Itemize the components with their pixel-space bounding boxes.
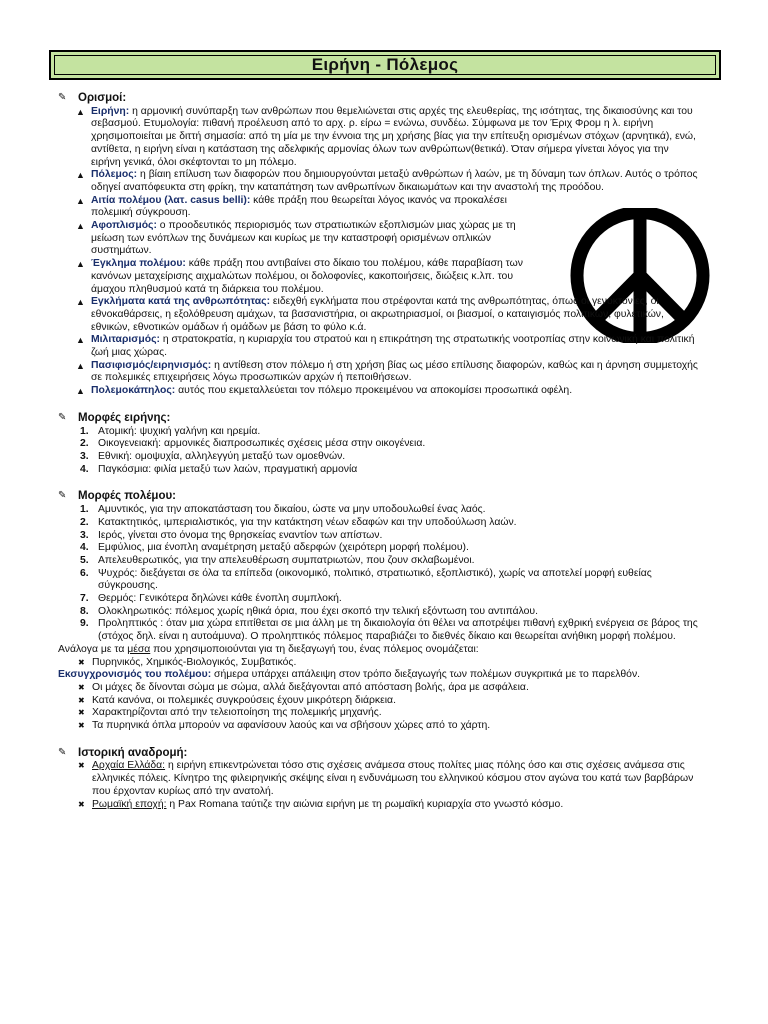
definition-text [91, 220, 546, 258]
definition-body: η βίαιη επίλυση των διαφορών που δημιουργούνται μεταξύ ανθρώπων ή λαών, με τη δύναμη των όπλων. Αυτός ο τρόπος οδηγεί αναπόφευκτα στη φρίκη, την καταπάτηση των ανθρωπίνων δικαιωμάτων και την αναστολή της προόδου. [91, 169, 698, 193]
definition-text [91, 195, 546, 220]
list-item [58, 451, 698, 464]
item-text: Απελευθερωτικός, για την απελευθέρωση συμπατριωτών, που ζουν σκλαβωμένοι. [98, 554, 475, 566]
pen-bullet-icon: ✎ [58, 746, 67, 758]
definition-term: Έγκλημα πολέμου: [91, 258, 186, 270]
section-forms-of-war [58, 490, 698, 732]
history-text [92, 799, 698, 812]
item-text: Εμφύλιος, μια ένοπλη αναμέτρηση μεταξύ αδερφών (χειρότερη μορφή πολέμου). [98, 542, 469, 554]
definition-body: η αρμονική συνύπαρξη των ανθρώπων που θεμελιώνεται στις αρχές της ελευθερίας, της ισότητας, της δικαιοσύνης και του σεβασμού. Ετυμολογία: πιθανή προέλευση από το αρχ. ρ. είρω = ενώνω, συνδέω. Σύμφωνα με τον Έριχ Φρομ η λ. ειρήνη χρησιμοποιείται με διττή σημασία: από τη μία με την έννοια της μη χρήσης βίας για την επίτευξη ορισμένων στόχων (αρνητικά), ενώ, αντίθετα, η ειρήνη είναι η κατάσταση της αδελφικής αρμονίας όλων των ανθρώπων(θετικά). Όταν σήμερα γίνεται λόγος για την ειρήνη γενικά, όλοι σκέφτονται το μη πόλεμο. [91, 105, 696, 168]
item-text: Οι μάχες δε δίνονται σώμα με σώμα, αλλά διεξάγονται από απόσταση βολής, άρα με ασφάλεια. [92, 681, 529, 693]
definition-item [58, 296, 698, 334]
triangle-bullet-icon: ▲ [76, 106, 85, 117]
item-text: Ολοκληρωτικός: πόλεμος χωρίς ηθικά όρια, που έχει σκοπό την τελική εξόντωση του αντιπάλου. [98, 605, 538, 617]
definition-body: ο προοδευτικός περιορισμός των στρατιωτικών εξοπλισμών μιας χώρας με τη μείωση των ενόπλων της δυνάμεων και κυρίως με την καταστροφή ορισμένων οπλικών συστημάτων. [91, 220, 516, 257]
definition-body: η στρατοκρατία, η κυριαρχία του στρατού και η επικράτηση της στρατωτικής νοοτροπίας στην κοινωνική και πολιτική ζωή μιας χώρας. [91, 334, 695, 359]
list-item [58, 707, 698, 720]
history-item [58, 760, 698, 798]
item-text: Ατομική: ψυχική γαλήνη και ηρεμία. [98, 425, 261, 437]
list-item [58, 426, 698, 439]
list-item [58, 606, 698, 619]
item-number: 3. [80, 529, 89, 541]
list-item [58, 657, 698, 670]
list-item [58, 504, 698, 517]
item-number: 8. [80, 605, 89, 617]
triangle-bullet-icon: ▲ [76, 221, 85, 232]
item-number: 3. [80, 450, 89, 462]
definition-body: η αντίθεση στον πόλεμο ή στη χρήση βίας ως μέσο επίλυσης διαφορών, καθώς και η άρνηση συμμετοχής σε πολεμικές επιχειρήσεις λόγω προσωπικών αρχών ή πεποιθήσεων. [91, 359, 698, 384]
item-number: 2. [80, 438, 89, 450]
definition-body: αυτός που εκμεταλλεύεται τον πόλεμο προκειμένου να αποκομίσει προσωπικά οφέλη. [175, 385, 573, 397]
item-text: Ψυχρός: διεξάγεται σε όλα τα επίπεδα (οικονομικό, πολιτικό, στρατιωτικό, εξοπλιστικό), χωρίς να αποτελεί μορφή ευθείας σύγκρουσης. [98, 567, 652, 592]
item-text: Θερμός: Γενικότερα δηλώνει κάθε ένοπλη συμπλοκή. [98, 593, 342, 605]
definition-term: Αφοπλισμός: [91, 220, 157, 232]
definition-term: Αιτία πολέμου (λατ. casus belli): [91, 194, 251, 206]
item-number: 9. [80, 618, 89, 630]
definition-text [91, 385, 698, 398]
definition-term: Πασιφισμός/ειρηνισμός: [91, 359, 212, 371]
definition-text [91, 169, 698, 194]
title-box [49, 50, 721, 80]
definition-item [58, 220, 546, 258]
star-bullet-icon: ✖ [78, 708, 85, 718]
item-number: 6. [80, 567, 89, 579]
definitions-list [58, 106, 698, 398]
section-definitions [58, 92, 698, 398]
triangle-bullet-icon: ▲ [76, 259, 85, 270]
list-item [58, 542, 698, 555]
list-item [58, 682, 698, 695]
star-bullet-icon: ✖ [78, 695, 85, 705]
definition-text [91, 106, 698, 170]
definition-term: Μιλιταρισμός: [91, 334, 160, 346]
definition-text [91, 258, 546, 296]
item-text: Προληπτικός : όταν μια χώρα επιτίθεται σε μια άλλη με τη δικαιολογία ότι θέλει να αποτρέψει πιθανή εχθρική ενέργεια σε βάρος της (στόχος δηλ. είναι η αυτοάμυνα). Ο προληπτικός πόλεμος παραβιάζει το διεθνές δίκαιο και θεωρείται ανήθικη μορφή πολέμου. [98, 618, 698, 643]
pen-bullet-icon: ✎ [58, 411, 67, 423]
triangle-bullet-icon: ▲ [76, 360, 85, 371]
definition-text [91, 360, 698, 385]
peace-forms-list [58, 426, 698, 477]
list-item [58, 530, 698, 543]
pen-bullet-icon: ✎ [58, 92, 67, 103]
list-item [58, 517, 698, 530]
star-bullet-icon: ✖ [78, 682, 85, 692]
list-item [58, 593, 698, 606]
star-bullet-icon: ✖ [78, 721, 85, 731]
modernization-list [58, 682, 698, 733]
history-list [58, 760, 698, 811]
page-title: Ειρήνη - Πόλεμος [311, 55, 459, 74]
star-bullet-icon: ✖ [78, 799, 85, 809]
section-historical-review [58, 747, 698, 812]
means-intro: Ανάλογα με τα μέσα που χρησιμοποιούνται για τη διεξαγωγή του, ένας πόλεμος ονομάζεται: [58, 643, 479, 655]
item-number: 5. [80, 554, 89, 566]
list-item [58, 438, 698, 451]
list-item [58, 720, 698, 733]
item-number: 1. [80, 504, 89, 516]
definition-item [58, 258, 546, 296]
definition-text [91, 296, 698, 334]
item-number: 4. [80, 463, 89, 475]
document-body [58, 92, 698, 825]
history-period: Αρχαία Ελλάδα: [92, 760, 166, 772]
section-heading: ✎ Ιστορική αναδρομή: [58, 746, 188, 759]
triangle-bullet-icon: ▲ [76, 297, 85, 308]
item-text: Οικογενειακή: αρμονικές διαπροσωπικές σχέσεις μέσα στην οικογένεια. [98, 438, 426, 450]
triangle-bullet-icon: ▲ [76, 386, 85, 397]
star-bullet-icon: ✖ [78, 761, 85, 771]
pen-bullet-icon: ✎ [58, 490, 67, 502]
definition-text [91, 334, 698, 359]
definition-term: Εγκλήματα κατά της ανθρωπότητας: [91, 296, 271, 308]
means-list [58, 657, 698, 670]
definition-term: Πόλεμος: [91, 169, 138, 181]
definition-item [58, 385, 698, 398]
item-text: Κατακτητικός, ιμπεριαλιστικός, για την κατάκτηση νέων εδαφών και την υποδούλωση λαών. [98, 516, 517, 528]
item-number: 7. [80, 593, 89, 605]
item-text: Τα πυρηνικά όπλα μπορούν να αφανίσουν λαούς και να σβήσουν χώρες από το χάρτη. [92, 720, 491, 732]
definition-body: κάθε πράξη που θεωρείται λόγος ικανός να προκαλέσει πολεμική σύγκρουση. [91, 194, 507, 219]
item-text: Ιερός, γίνεται στο όνομα της θρησκείας εναντίον των απίστων. [98, 529, 383, 541]
definition-item [58, 334, 698, 359]
history-body: η ειρήνη επικεντρώνεται τόσο στις σχέσεις ανάμεσα στους πολίτες μιας πόλης όσο και στις σχέσεις ανάμεσα στις ελληνικές πόλεις. Κίνητρο της φιλειρηνικής σκέψης είναι η ενδυνάμωση του ελληνικού κόσμου στον αγώνα του κατά των βαρβάρων που έρχονταν κυρίως από την ανατολή. [92, 760, 694, 797]
modernization-paragraph: Εκσυγχρονισμός του πολέμου: σήμερα υπάρχει απάλειψη στον τρόπο διεξαγωγής των πολέμων συγκριτικά με το παρελθόν. [58, 669, 641, 681]
list-item [58, 555, 698, 568]
star-bullet-icon: ✖ [78, 657, 85, 667]
definition-body: κάθε πράξη που αντιβαίνει στο δίκαιο του πολέμου, κάθε παραβίαση των κανόνων μεταχείρισης αιχμαλώτων πολέμου, οι δολοφονίες, κακοποιήσεις, διώξεις κ.λπ. του άμαχου πληθυσμού κατά τη διάρκεια του πολέμου. [91, 258, 523, 295]
triangle-bullet-icon: ▲ [76, 195, 85, 206]
triangle-bullet-icon: ▲ [76, 170, 85, 181]
history-period: Ρωμαϊκή εποχή: [92, 798, 167, 810]
item-text: Χαρακτηρίζονται από την τελειοποίηση της πολεμικής μηχανής. [92, 707, 382, 719]
definition-item [58, 169, 698, 194]
definition-term: Ειρήνη: [91, 105, 130, 117]
section-heading: ✎ Μορφές πολέμου: [58, 490, 176, 503]
history-text [92, 760, 698, 798]
item-text: Πυρηνικός, Χημικός-Βιολογικός, Συμβατικός. [92, 656, 297, 668]
section-forms-of-peace [58, 412, 698, 477]
item-text: Αμυντικός, για την αποκατάσταση του δικαίου, ώστε να μην υποδουλωθεί ένας λαός. [98, 504, 486, 516]
item-text: Παγκόσμια: φιλία μεταξύ των λαών, πραγματική αρμονία [98, 463, 358, 475]
definition-item [58, 106, 698, 170]
war-forms-list [58, 504, 698, 644]
history-body: η Pax Romana ταύτιζε την αιώνια ειρήνη με τη ρωμαϊκή κυριαρχία στο γνωστό κόσμο. [166, 798, 564, 810]
definition-body: ειδεχθή εγκλήματα που στρέφονται κατά της ανθρωπότητας, όπως οι γενοκτονίες, οι εθνοκαθάρσεις, η εξολόθρευση αμάχων, τα βασανιστήρια, οι ακρωτηριασμοί, οι βιασμοί, ο καταιγισμός πολιτικών, φυλετικών, εθνικών, εθνοτικών ομάδων ή ομάδων με βάση το φύλο κ.ά. [91, 296, 664, 333]
item-text: Εθνική: ομοψυχία, αλληλεγγύη μεταξύ των ομοεθνών. [98, 450, 346, 462]
item-number: 2. [80, 516, 89, 528]
list-item [58, 568, 698, 593]
item-number: 1. [80, 425, 89, 437]
definition-item [58, 360, 698, 385]
list-item [58, 618, 698, 643]
history-item [58, 799, 698, 812]
item-number: 4. [80, 542, 89, 554]
section-heading: ✎ Μορφές ειρήνης: [58, 411, 171, 424]
section-heading: ✎ Ορισμοί: [58, 92, 127, 104]
definition-item [58, 195, 546, 220]
triangle-bullet-icon: ▲ [76, 335, 85, 346]
item-text: Κατά κανόνα, οι πολεμικές συγκρούσεις έχουν μικρότερη διάρκεια. [92, 694, 396, 706]
list-item [58, 464, 698, 477]
definition-term: Πολεμοκάπηλος: [91, 385, 176, 397]
list-item [58, 695, 698, 708]
